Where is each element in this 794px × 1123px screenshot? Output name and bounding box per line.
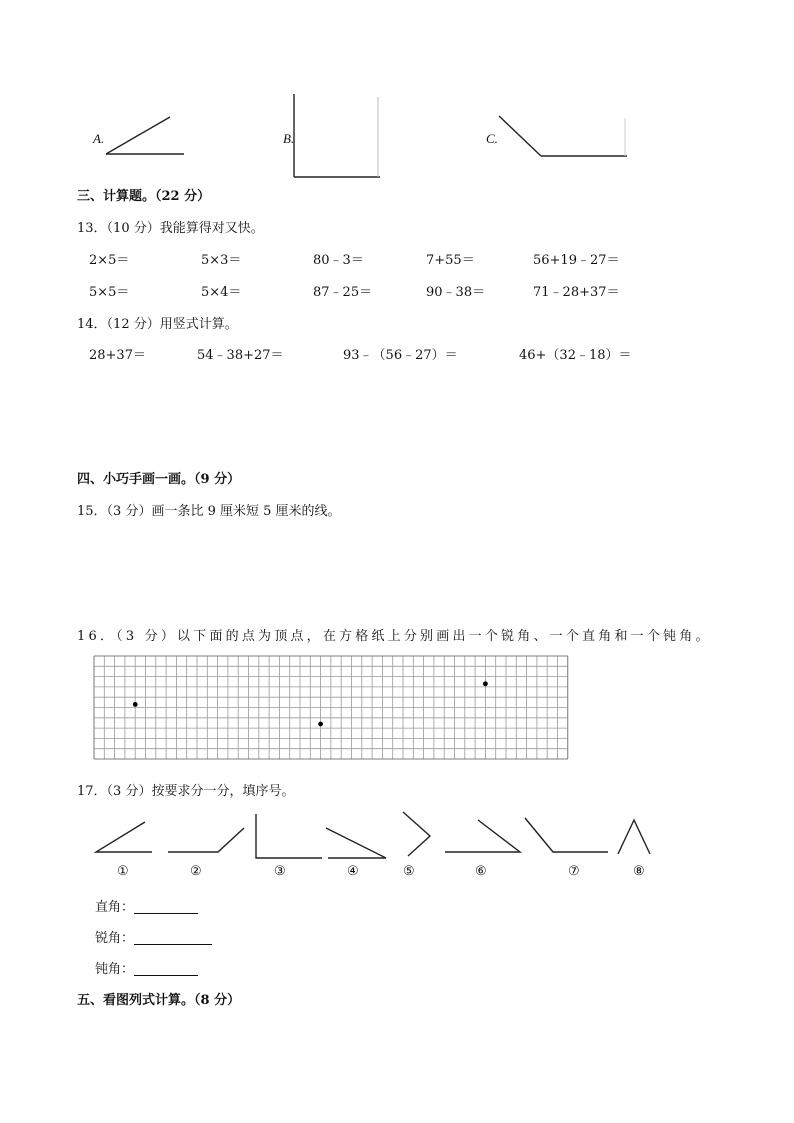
q17-angles-figure (90, 806, 680, 886)
option-c-label: C. (486, 131, 498, 146)
option-b-figure (290, 92, 390, 182)
q13-r2-c5: 71﹣28+37＝ (533, 285, 620, 300)
q13-title: 13．（10 分）我能算得对又快。 (77, 221, 264, 236)
angle-label-2: ② (190, 864, 202, 879)
q14-item-1: 28+37＝ (89, 348, 146, 363)
section-3-title: 三、计算题。（22 分） (77, 189, 211, 204)
acute-angle-label: 锐角： (95, 931, 135, 946)
option-a-label: A. (93, 131, 105, 146)
q13-r1-c1: 2×5＝ (89, 253, 130, 268)
q13-r2-c2: 5×4＝ (201, 285, 242, 300)
q14-item-3: 93﹣（56﹣27）＝ (343, 348, 458, 363)
right-angle-row (95, 896, 198, 915)
obtuse-angle-row (95, 958, 198, 977)
q13-r1-c4: 7+55＝ (426, 253, 475, 268)
q13-r1-c3: 80﹣3＝ (313, 253, 364, 268)
q14-item-2: 54﹣38+27＝ (197, 348, 284, 363)
q13-r2-c1: 5×5＝ (89, 285, 130, 300)
right-angle-label: 直角： (95, 900, 135, 915)
acute-angle-row (95, 927, 212, 946)
q14-title: 14．（12 分）用竖式计算。 (77, 317, 238, 332)
q13-r1-c5: 56+19﹣27＝ (533, 253, 620, 268)
section-5-title: 五、看图列式计算。（8 分） (77, 993, 241, 1008)
option-a-angle (100, 112, 190, 157)
grid-paper[interactable] (94, 656, 569, 762)
angle-label-8: ⑧ (633, 864, 645, 879)
q15-title: 15．（3 分）画一条比 9 厘米短 5 厘米的线。 (77, 504, 341, 519)
angle-label-7: ⑦ (568, 864, 580, 879)
angle-label-1: ① (117, 864, 129, 879)
q13-r1-c2: 5×3＝ (201, 253, 242, 268)
q13-r2-c3: 87﹣25＝ (313, 285, 373, 300)
vertex-dot-2 (318, 722, 323, 727)
option-c-angle (495, 112, 635, 162)
q13-r2-c4: 90﹣38＝ (426, 285, 486, 300)
q14-item-4: 46+（32﹣18）＝ (519, 348, 632, 363)
angle-label-3: ③ (274, 864, 286, 879)
section-4-title: 四、小巧手画一画。（9 分） (77, 472, 241, 487)
vertex-dot-1 (133, 702, 138, 707)
obtuse-angle-label: 钝角： (95, 962, 135, 977)
acute-angle-blank[interactable] (134, 931, 212, 945)
option-b-label: B. (283, 131, 295, 146)
angle-label-6: ⑥ (475, 864, 487, 879)
q17-title: 17．（3 分）按要求分一分，填序号。 (77, 784, 295, 799)
q16-title: 16．（3 分）以下面的点为顶点，在方格纸上分别画出一个锐角、一个直角和一个钝角。 (77, 629, 712, 644)
angle-label-4: ④ (347, 864, 359, 879)
angle-label-5: ⑤ (403, 864, 415, 879)
right-angle-blank[interactable] (134, 900, 198, 914)
obtuse-angle-blank[interactable] (134, 962, 198, 976)
vertex-dot-3 (483, 681, 488, 686)
